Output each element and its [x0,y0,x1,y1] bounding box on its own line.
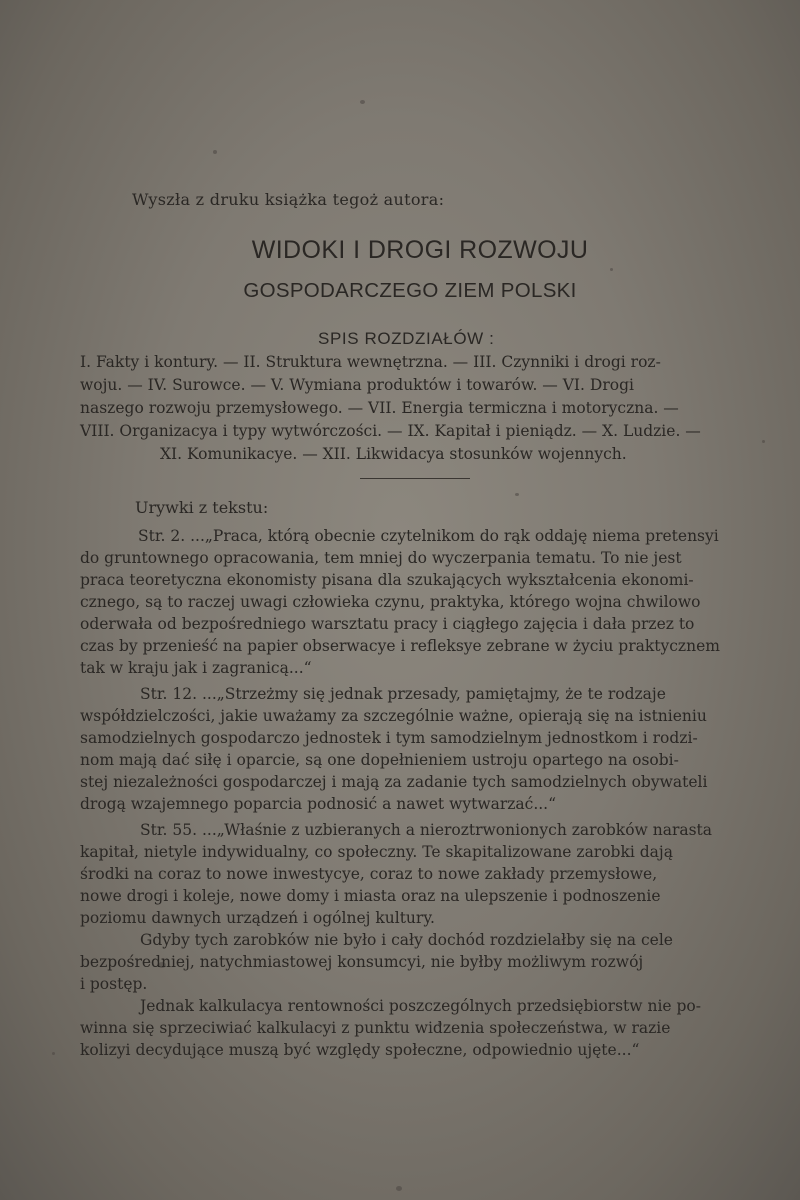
divider-rule [360,478,470,479]
excerpt-2-line: samodzielnych gospodarczo jednostek i tym samodzielnym jednostkom i rodzi- [80,729,698,747]
excerpt-3-line: kapitał, nietyle indywidualny, co społeczny. Te skapitalizowane zarobki dają [80,843,673,861]
toc-line: XI. Komunikacye. — XII. Likwidacya stosunków wojennych. [160,445,627,463]
toc-line: woju. — IV. Surowce. — V. Wymiana produktów i towarów. — VI. Drogi [80,376,634,394]
toc-line: VIII. Organizacya i typy wytwórczości. — IX. Kapitał i pieniądz. — X. Ludzie. — [80,422,701,440]
excerpt-3-line: kolizyi decydujące muszą być względy społeczne, odpowiednio ujęte...“ [80,1041,640,1059]
paper-speck [610,268,613,271]
excerpt-2-line: Str. 12. ...„Strzeżmy się jednak przesady, pamiętajmy, że te rodzaje [140,685,666,703]
excerpt-2-line: współdzielczości, jakie uważamy za szczególnie ważne, opierają się na istnieniu [80,707,707,725]
excerpt-1-line: cznego, są to raczej uwagi człowieka czynu, praktyka, którego wojna chwilowo [80,593,701,611]
excerpt-1-line: do gruntownego opracowania, tem mniej do wyczerpania tematu. To nie jest [80,549,682,567]
excerpt-2-line: drogą wzajemnego poparcia podnosić a nawet wytwarzać...“ [80,795,557,813]
excerpt-1-line: czas by przenieść na papier obserwacye i refleksye zebrane w życiu praktycznem [80,637,720,655]
excerpt-1-line: praca teoretyczna ekonomisty pisana dla szukających wykształcenia ekonomi- [80,571,694,589]
book-subtitle: GOSPODARCZEGO ZIEM POLSKI [243,279,577,302]
excerpt-3-line: poziomu dawnych urządzeń i ogólnej kultury. [80,909,435,927]
excerpt-3-line: i postęp. [80,975,148,993]
excerpt-3-line: winna się sprzeciwiać kalkulacyi z punktu widzenia społeczeństwa, w razie [80,1019,671,1037]
excerpt-3-line: Jednak kalkulacya rentowności poszczególnych przedsiębiorstw nie po- [140,997,701,1015]
excerpt-3-line: Str. 55. ...„Właśnie z uzbieranych a nieroztrwonionych zarobków narasta [140,821,713,839]
excerpt-3-line: Gdyby tych zarobków nie było i cały dochód rozdzielałby się na cele [140,931,673,949]
excerpt-1-line: tak w kraju jak i zagranicą...“ [80,659,312,677]
book-title: WIDOKI I DROGI ROZWOJU [251,236,589,264]
paper-speck [396,1186,402,1191]
paper-speck [213,150,217,154]
paper-speck [52,1052,55,1055]
excerpts-heading: Urywki z tekstu: [135,498,269,517]
paper-speck [360,100,365,104]
toc-line: I. Fakty i kontury. — II. Struktura wewnętrzna. — III. Czynniki i drogi roz- [80,353,661,371]
intro-text: Wyszła z druku książka tegoż autora: [132,190,445,209]
excerpt-3-line: bezpośredniej, natychmiastowej konsumcyi, nie byłby możliwym rozwój [80,953,644,971]
paper-speck [762,440,765,443]
paper-speck [515,493,519,496]
excerpt-1-line: oderwała od bezpośredniego warsztatu pracy i ciągłego zajęcia i dała przez to [80,615,695,633]
excerpt-1-line: Str. 2. ...„Praca, którą obecnie czytelnikom do rąk oddaję niema pretensyi [138,527,719,545]
toc-line: naszego rozwoju przemysłowego. — VII. Energia termiczna i motoryczna. — [80,399,679,417]
excerpt-2-line: nom mają dać siłę i oparcie, są one dopełnieniem ustroju opartego na osobi- [80,751,679,769]
excerpt-2-line: stej niezależności gospodarczej i mają za zadanie tych samodzielnych obywateli [80,773,708,791]
excerpt-3-line: środki na coraz to nowe inwestycye, coraz to nowe zakłady przemysłowe, [80,865,658,883]
toc-heading: SPIS ROZDZIAŁÓW : [318,329,495,348]
excerpt-3-line: nowe drogi i koleje, nowe domy i miasta oraz na ulepszenie i podnoszenie [80,887,661,905]
